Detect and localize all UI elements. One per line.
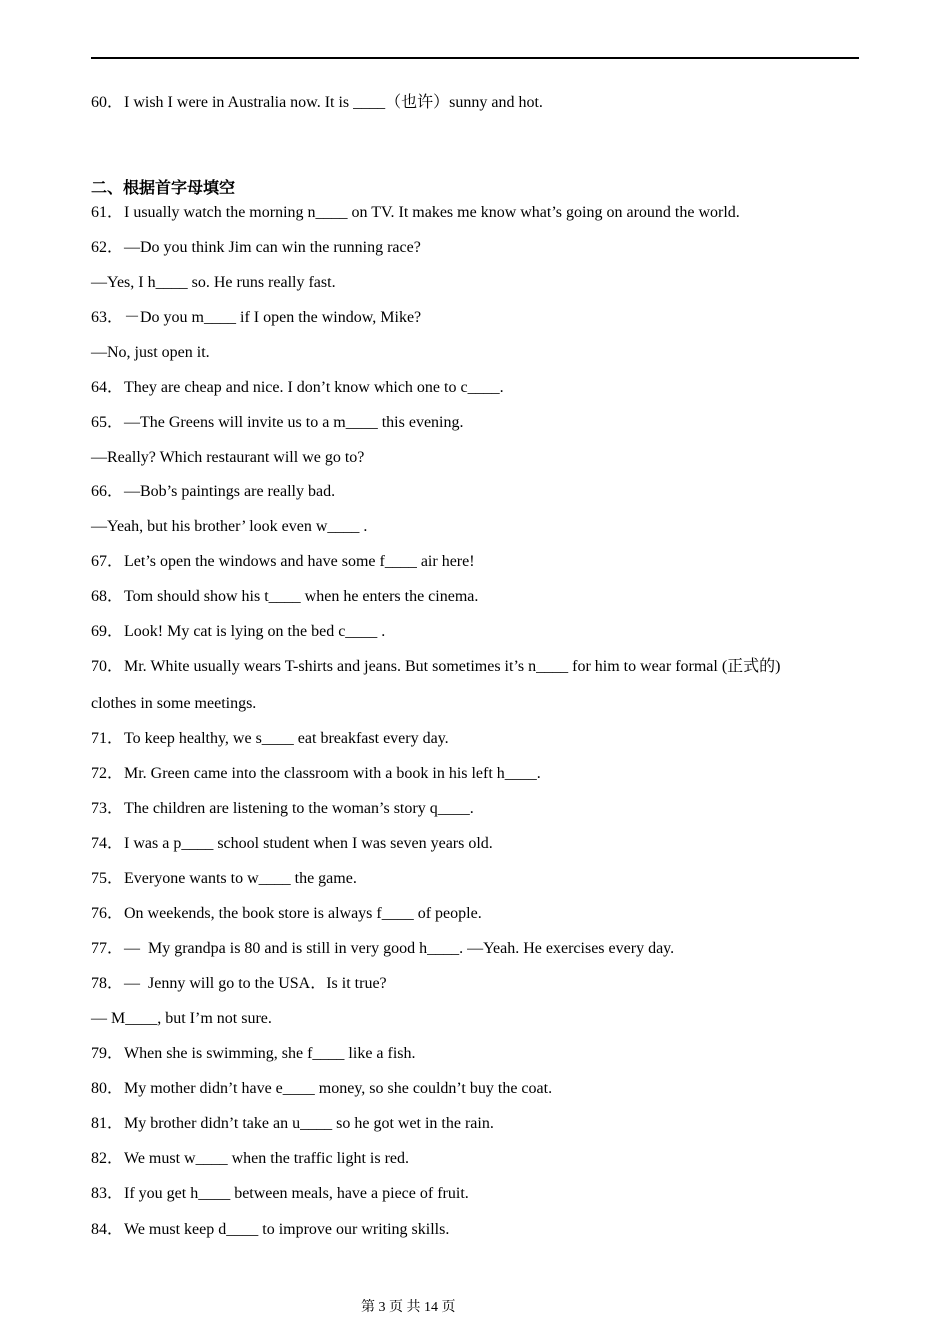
question-79 xyxy=(91,1044,416,1064)
question-number: 69． xyxy=(91,623,124,640)
question-78-continuation xyxy=(91,1009,272,1029)
question-72 xyxy=(91,764,541,784)
question-text: —Yeah, but his brother’ look even w____ . xyxy=(91,518,368,535)
question-number: 83． xyxy=(91,1185,124,1202)
question-number: 79． xyxy=(91,1045,124,1062)
question-text: To keep healthy, we s____ eat breakfast every day. xyxy=(124,730,449,747)
question-text: The children are listening to the woman’s story q____. xyxy=(124,800,474,817)
question-text: We must w____ when the traffic light is red. xyxy=(124,1150,410,1167)
section-title: 二、根据首字母填空 xyxy=(91,180,236,197)
question-text: — My grandpa is 80 and is still in very good h____. —Yeah. He exercises every day. xyxy=(124,940,675,957)
question-number: 84． xyxy=(91,1221,124,1238)
question-text: —Bob’s paintings are really bad. xyxy=(124,483,336,500)
question-text: — Jenny will go to the USA．Is it true? xyxy=(124,975,387,992)
question-text: Mr. Green came into the classroom with a book in his left h____. xyxy=(124,765,541,782)
question-text: When she is swimming, she f____ like a fish. xyxy=(124,1045,416,1062)
question-number: 78． xyxy=(91,975,124,992)
question-text: —Do you think Jim can win the running race? xyxy=(124,239,421,256)
question-78 xyxy=(91,974,387,994)
question-70 xyxy=(91,657,781,677)
question-number: 76． xyxy=(91,905,124,922)
question-number: 73． xyxy=(91,800,124,817)
question-number: 60． xyxy=(91,94,124,111)
question-76 xyxy=(91,904,482,924)
question-text: I usually watch the morning n____ on TV. It makes me know what’s going on around the world. xyxy=(124,204,740,221)
question-number: 81． xyxy=(91,1115,124,1132)
question-text: Let’s open the windows and have some f____ air here! xyxy=(124,553,475,570)
question-number: 63． xyxy=(91,309,124,326)
question-83 xyxy=(91,1184,469,1204)
header-rule xyxy=(91,57,859,59)
question-number: 71． xyxy=(91,730,124,747)
question-67 xyxy=(91,552,475,572)
question-text: —Really? Which restaurant will we go to? xyxy=(91,449,365,466)
question-63 xyxy=(91,308,422,328)
question-number: 61． xyxy=(91,204,124,221)
question-74 xyxy=(91,834,493,854)
question-number: 68． xyxy=(91,588,124,605)
question-number: 62． xyxy=(91,239,124,256)
question-75 xyxy=(91,869,357,889)
question-text: Tom should show his t____ when he enters the cinema. xyxy=(124,588,479,605)
question-number: 74． xyxy=(91,835,124,852)
question-number: 65． xyxy=(91,414,124,431)
question-text: We must keep d____ to improve our writing skills. xyxy=(124,1221,450,1238)
question-number: 64． xyxy=(91,379,124,396)
question-text: —The Greens will invite us to a m____ this evening. xyxy=(124,414,464,431)
question-text: Everyone wants to w____ the game. xyxy=(124,870,357,887)
question-text: My brother didn’t take an u____ so he got wet in the rain. xyxy=(124,1115,494,1132)
question-number: 82． xyxy=(91,1150,124,1167)
question-text: —Yes, I h____ so. He runs really fast. xyxy=(91,274,336,291)
question-77 xyxy=(91,939,675,959)
question-number: 80． xyxy=(91,1080,124,1097)
question-81 xyxy=(91,1114,494,1134)
question-64 xyxy=(91,378,504,398)
question-80 xyxy=(91,1079,553,1099)
question-number: 75． xyxy=(91,870,124,887)
question-number: 77． xyxy=(91,940,124,957)
question-70-continuation xyxy=(91,694,257,714)
question-82 xyxy=(91,1149,410,1169)
question-number: 72． xyxy=(91,765,124,782)
question-62-continuation xyxy=(91,273,336,293)
question-62 xyxy=(91,238,421,258)
question-71 xyxy=(91,729,449,749)
page-footer: 第 3 页 共 14 页 xyxy=(361,1300,456,1315)
question-text: －Do you m____ if I open the window, Mike? xyxy=(124,309,422,326)
question-65 xyxy=(91,413,464,433)
question-66 xyxy=(91,482,336,502)
question-text: On weekends, the book store is always f____ of people. xyxy=(124,905,482,922)
question-68 xyxy=(91,587,479,607)
question-text: Mr. White usually wears T-shirts and jeans. But sometimes it’s n____ for him to wear formal (正式的) xyxy=(124,658,781,675)
question-65-continuation xyxy=(91,448,365,468)
question-text: My mother didn’t have e____ money, so she couldn’t buy the coat. xyxy=(124,1080,553,1097)
question-text: I was a p____ school student when I was seven years old. xyxy=(124,835,493,852)
question-text: They are cheap and nice. I don’t know which one to c____. xyxy=(124,379,504,396)
question-text: — M____, but I’m not sure. xyxy=(91,1010,272,1027)
question-number: 66． xyxy=(91,483,124,500)
question-number: 67． xyxy=(91,553,124,570)
question-text: clothes in some meetings. xyxy=(91,695,257,712)
question-61 xyxy=(91,203,740,223)
question-text: —No, just open it. xyxy=(91,344,210,361)
question-60 xyxy=(91,93,543,113)
question-63-continuation xyxy=(91,343,210,363)
question-84 xyxy=(91,1220,450,1240)
question-text: If you get h____ between meals, have a piece of fruit. xyxy=(124,1185,469,1202)
question-66-continuation xyxy=(91,517,368,537)
question-text: Look! My cat is lying on the bed c____ . xyxy=(124,623,386,640)
question-73 xyxy=(91,799,474,819)
question-69 xyxy=(91,622,386,642)
question-text: I wish I were in Australia now. It is ____（也许）sunny and hot. xyxy=(124,94,543,111)
question-number: 70． xyxy=(91,658,124,675)
